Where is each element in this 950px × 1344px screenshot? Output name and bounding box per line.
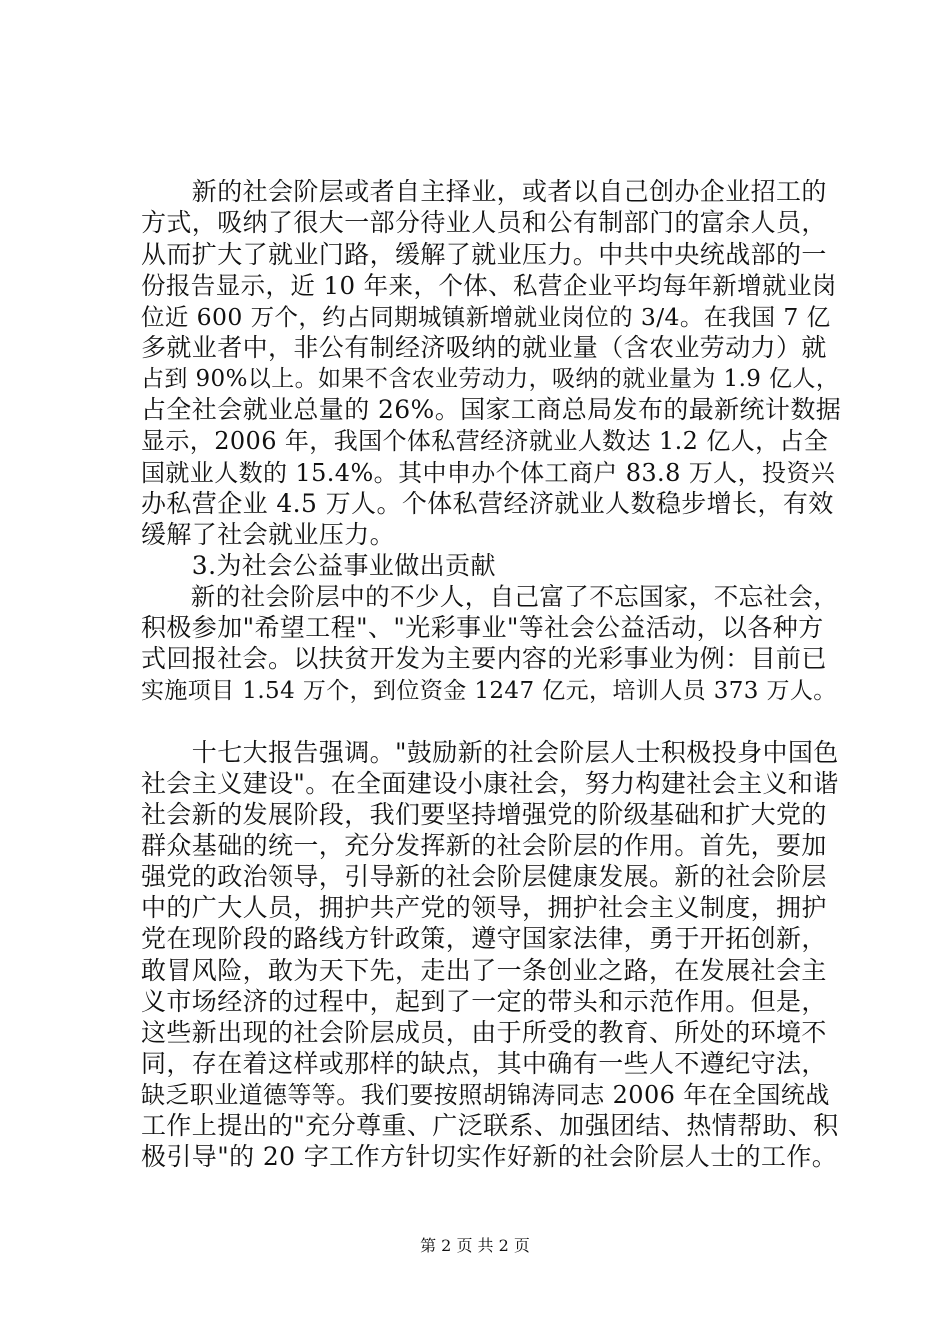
text-line: 显示，2006 年，我国个体私营经济就业人数达 1.2 亿人，占全: [141, 427, 829, 455]
text-line: 敢冒风险，敢为天下先，走出了一条创业之路，在发展社会主: [141, 956, 827, 985]
text-line: 从而扩大了就业门路，缓解了就业压力。中共中央统战部的一: [141, 240, 827, 269]
text-line: 份报告显示，近 10 年来，个体、私营企业平均每年新增就业岗: [141, 271, 837, 300]
text-line: 义市场经济的过程中，起到了一定的带头和示范作用。但是，: [141, 987, 827, 1016]
text-line: 办私营企业 4.5 万人。个体私营经济就业人数稳步增长，有效: [141, 489, 834, 518]
text-line: 缓解了社会就业压力。: [141, 520, 396, 549]
text-line: 党在现阶段的路线方针政策，遵守国家法律，勇于开拓创新，: [141, 924, 827, 953]
text-line: 十七大报告强调。"鼓励新的社会阶层人士积极投身中国色: [141, 738, 839, 767]
text-line: 位近 600 万个，约占同期城镇新增就业岗位的 3/4。在我国 7 亿: [141, 303, 831, 331]
text-line: 这些新出现的社会阶层成员，由于所受的教育、所处的环境不: [141, 1018, 827, 1047]
text-line: 社会新的发展阶段，我们要坚持增强党的阶级基础和扩大党的: [141, 800, 827, 829]
text-line: 同，存在着这样或那样的缺点，其中确有一些人不遵纪守法，: [141, 1049, 827, 1078]
text-line: 中的广大人员，拥护共产党的领导，拥护社会主义制度，拥护: [141, 893, 827, 922]
text-line: 缺乏职业道德等等。我们要按照胡锦涛同志 2006 年在全国统战: [141, 1081, 830, 1109]
page-footer: 第 2 页 共 2 页: [420, 1236, 530, 1255]
text-line: 新的社会阶层或者自主择业，或者以自己创办企业招工的: [141, 177, 827, 206]
text-line: 占到 90%以上。如果不含农业劳动力，吸纳的就业量为 1.9 亿人，: [141, 366, 840, 392]
section-heading: 3.为社会公益事业做出贡献: [141, 551, 496, 580]
text-line: 方式，吸纳了很大一部分待业人员和公有制部门的富余人员，: [141, 208, 827, 237]
text-line: 式回报社会。以扶贫开发为主要内容的光彩事业为例：目前已: [141, 644, 827, 673]
text-line: 多就业者中，非公有制经济吸纳的就业量（含农业劳动力）就: [141, 333, 827, 362]
text-line: 积极参加"希望工程"、"光彩事业"等社会公益活动，以各种方: [141, 613, 824, 642]
text-line: 实施项目 1.54 万个，到位资金 1247 亿元，培训人员 373 万人。: [141, 678, 837, 704]
text-line: 强党的政治领导，引导新的社会阶层健康发展。新的社会阶层: [141, 862, 827, 891]
text-line: 国就业人数的 15.4%。其中申办个体工商户 83.8 万人，投资兴: [141, 459, 836, 487]
text-line: 新的社会阶层中的不少人，自己富了不忘国家，不忘社会，: [141, 582, 839, 611]
text-line: 工作上提出的"充分尊重、广泛联系、加强团结、热情帮助、积: [141, 1111, 839, 1140]
text-line: 极引导"的 20 字工作方针切实作好新的社会阶层人士的工作。: [141, 1142, 838, 1171]
text-line: 群众基础的统一，充分发挥新的社会阶层的作用。首先，要加: [141, 831, 827, 860]
text-line: 占全社会就业总量的 26%。国家工商总局发布的最新统计数据: [141, 395, 842, 424]
text-line: 社会主义建设"。在全面建设小康社会，努力构建社会主义和谐: [141, 769, 839, 798]
